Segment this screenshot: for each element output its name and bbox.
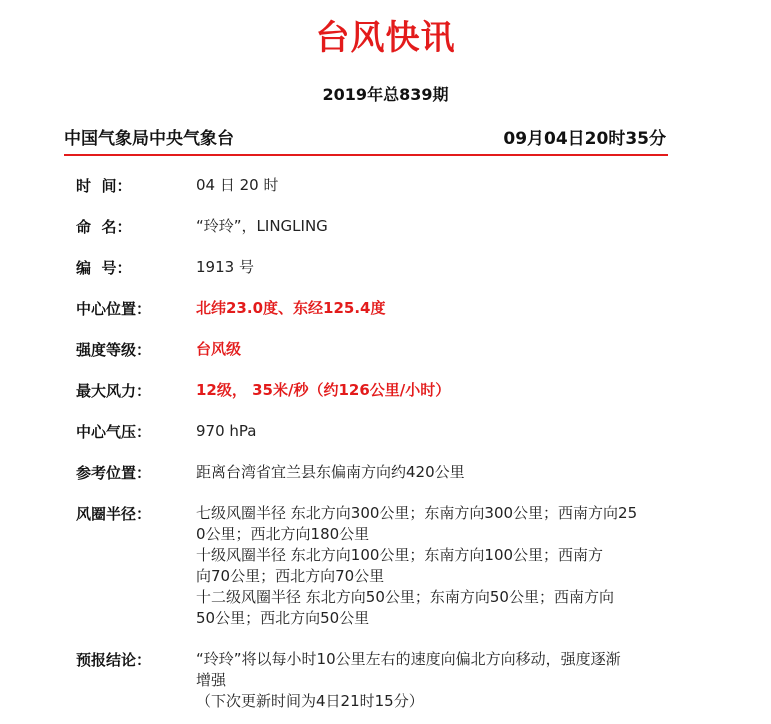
- wind-radius-line: 十二级风圈半径 东北方向50公里；东南方向50公里；西南方向: [196, 588, 614, 606]
- header-divider: [64, 154, 668, 156]
- forecast-line: （下次更新时间为4日21时15分）: [196, 692, 424, 710]
- forecast-line: “玲玲”将以每小时10公里左右的速度向偏北方向移动，强度逐渐: [196, 650, 621, 668]
- field-value: 1913 号: [196, 258, 254, 276]
- wind-radius-line: 0公里；西北方向180公里: [196, 525, 370, 543]
- field-label: 风圈半径：: [76, 505, 152, 523]
- wind-radius-line: 十级风圈半径 东北方向100公里；东南方向100公里；西南方: [196, 546, 604, 564]
- field-value: [196, 503, 666, 629]
- wind-radius-line: 向70公里；西北方向70公里: [196, 567, 385, 585]
- field-label: 预报结论：: [76, 651, 152, 669]
- field-label: 强度等级：: [76, 341, 152, 359]
- field-value: 北纬23.0度、东经125.4度: [196, 299, 386, 317]
- forecast-line: 增强: [196, 671, 227, 689]
- field-value: 12级， 35米/秒（约126公里/小时）: [196, 381, 451, 399]
- issued-time: 09月04日20时35分: [503, 129, 666, 149]
- field-label: 命 名：: [76, 218, 132, 236]
- field-label: 编 号：: [76, 259, 132, 277]
- field-value: 970 hPa: [196, 422, 257, 440]
- field-value: “玲玲”，LINGLING: [196, 217, 328, 235]
- field-label: 中心气压：: [76, 423, 152, 441]
- bulletin-header: [64, 124, 666, 148]
- field-label: 参考位置：: [76, 464, 152, 482]
- wind-radius-line: 七级风圈半径 东北方向300公里；东南方向300公里；西南方向25: [196, 504, 638, 522]
- field-label: 时 间：: [76, 177, 132, 195]
- field-value: [196, 649, 666, 712]
- field-value: 台风级: [196, 340, 242, 358]
- field-label: 最大风力：: [76, 382, 152, 400]
- wind-radius-line: 50公里；西北方向50公里: [196, 609, 370, 627]
- issue-number: 2019年总839期: [322, 85, 449, 104]
- page-title: 台风快讯: [315, 18, 456, 58]
- field-label: 中心位置：: [76, 300, 152, 318]
- field-value: 04 日 20 时: [196, 176, 279, 194]
- field-value: 距离台湾省宜兰县东偏南方向约420公里: [196, 463, 465, 481]
- issuing-agency: 中国气象局中央气象台: [64, 129, 234, 149]
